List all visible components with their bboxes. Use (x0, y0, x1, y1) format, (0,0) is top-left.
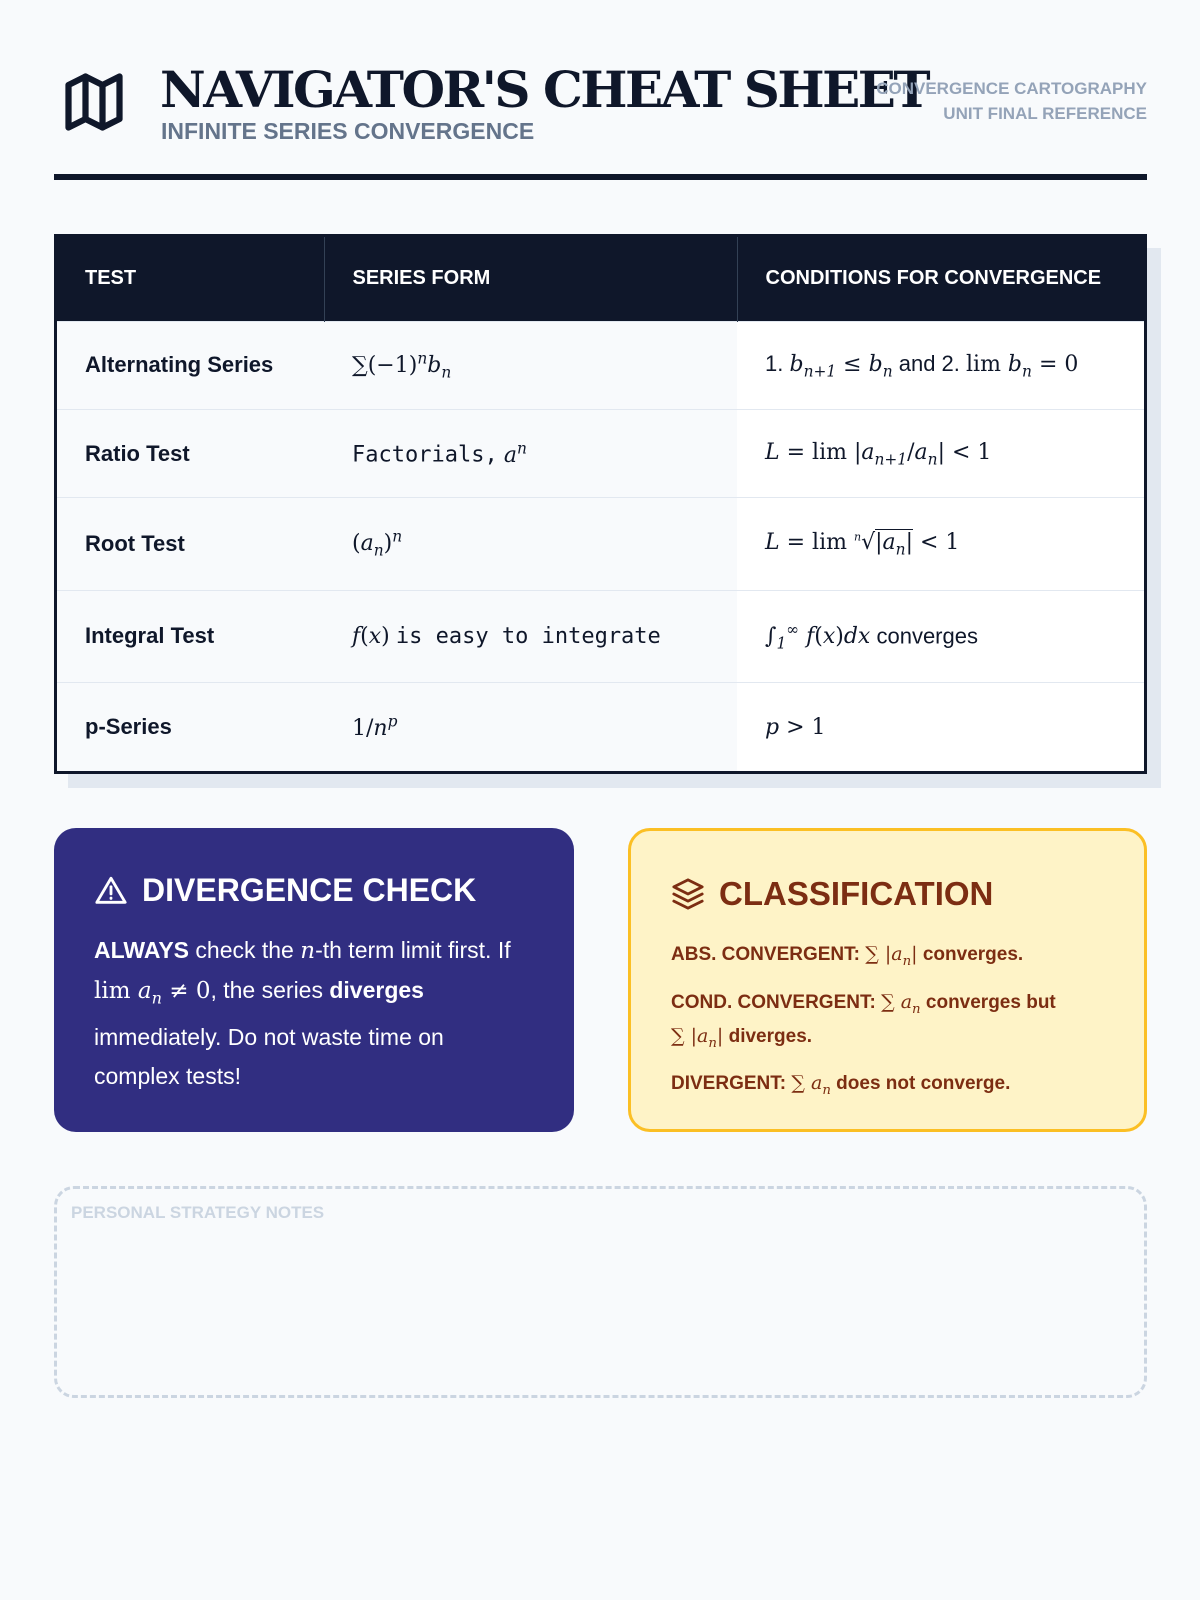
page-header (54, 56, 1147, 180)
classification-title-text: CLASSIFICATION (719, 875, 994, 912)
divergence-body: ALWAYS check the n-th term limit first. If $\lim a_n \ne 0$, the series diverges immediately. Do not waste time on complex tests! (94, 937, 511, 1089)
condition-cell: $\int_1^\infty$ f(x)dx converges (737, 590, 1144, 682)
table-header-row (57, 237, 1144, 321)
divergence-card-title (94, 872, 534, 909)
divergence-text-1: check the (195, 937, 294, 963)
form-text: Factorials, (352, 442, 498, 468)
list-item: DIVERGENT: ∑ $a_n$ does not converge. (671, 1072, 1011, 1099)
abs-convergent-text: converges. (922, 944, 1024, 965)
table-row (57, 409, 1144, 497)
personal-notes-area[interactable] (54, 1186, 1147, 1398)
column-header-test: TEST (57, 237, 324, 321)
divergent-text: does not converge. (836, 1073, 1011, 1095)
cond-convergent-text-2: diverges. (728, 1025, 813, 1047)
list-item: COND. CONVERGENT: ∑ $a_n$ converges but ∑ $|a_n|$ diverges. (671, 990, 1056, 1051)
test-name-cell: Ratio Test (57, 409, 324, 497)
condition-cell: $L = \lim ^n√|a_n| < 1$ (737, 498, 1144, 590)
divergence-title-text: DIVERGENCE CHECK (142, 872, 477, 908)
cond-convergent-label: COND. CONVERGENT: (671, 991, 876, 1013)
series-form-cell: $1/n^p$ (324, 683, 737, 771)
condition-cell: p > 1 (737, 683, 1144, 771)
series-form-cell: $\sum(-1)^nb_n$ (324, 321, 737, 409)
test-name-cell: Alternating Series (57, 321, 324, 409)
table-row (57, 683, 1144, 771)
convergence-tests-table (54, 234, 1147, 774)
test-name-cell: Integral Test (57, 590, 324, 682)
divergence-text-4: immediately. Do not waste time on complex tests! (94, 1023, 444, 1089)
condition-text: converges (876, 622, 978, 648)
condition-cell: 1. $b_{n+1} \le b_n$ and 2. $\lim b_n = 0$ (737, 321, 1144, 409)
cond-convergent-text-1: converges but (925, 991, 1056, 1013)
table-row (57, 590, 1144, 682)
divergence-check-card (54, 828, 574, 1132)
map-icon (60, 68, 128, 136)
divergence-text-3: , the series (210, 977, 323, 1003)
abs-convergent-label: ABS. CONVERGENT: (671, 944, 860, 965)
series-form-cell: $(a_n)^n$ (324, 498, 737, 590)
classification-card (628, 828, 1147, 1132)
page-title: NAVIGATOR'S CHEAT SHEET (160, 60, 929, 119)
classification-card-title (671, 875, 1104, 913)
divergence-text-2: -th term limit first. (315, 937, 492, 963)
form-text: is easy to integrate (395, 624, 661, 650)
series-form-cell: Factorials, $a^n$ (324, 409, 737, 497)
page-subtitle: INFINITE SERIES CONVERGENCE (161, 118, 535, 144)
layers-icon (671, 877, 705, 911)
classification-list (671, 941, 1104, 1104)
diverges-emphasis: diverges (329, 977, 424, 1003)
table-row (57, 321, 1144, 409)
test-name-cell: p-Series (57, 683, 324, 771)
divergence-if: If (497, 937, 511, 963)
notes-label: PERSONAL STRATEGY NOTES (71, 1203, 325, 1222)
meta-line-1: CONVERGENCE CARTOGRAPHY (876, 79, 1147, 98)
series-form-cell: f(x) is easy to integrate (324, 590, 737, 682)
always-emphasis: ALWAYS (94, 937, 190, 963)
warning-icon (94, 874, 128, 908)
test-name-cell: Root Test (57, 498, 324, 590)
header-meta (876, 76, 1147, 126)
condition-cell: $L = \lim |a_{n+1}/a_n| < 1$ (737, 409, 1144, 497)
column-header-series-form: SERIES FORM (324, 237, 737, 321)
column-header-conditions: CONDITIONS FOR CONVERGENCE (737, 237, 1144, 321)
divergent-label: DIVERGENT: (671, 1073, 787, 1095)
table-row (57, 498, 1144, 590)
list-item: ABS. CONVERGENT: ∑ $|a_n|$ converges. (671, 943, 1024, 969)
meta-line-2: UNIT FINAL REFERENCE (943, 104, 1147, 123)
